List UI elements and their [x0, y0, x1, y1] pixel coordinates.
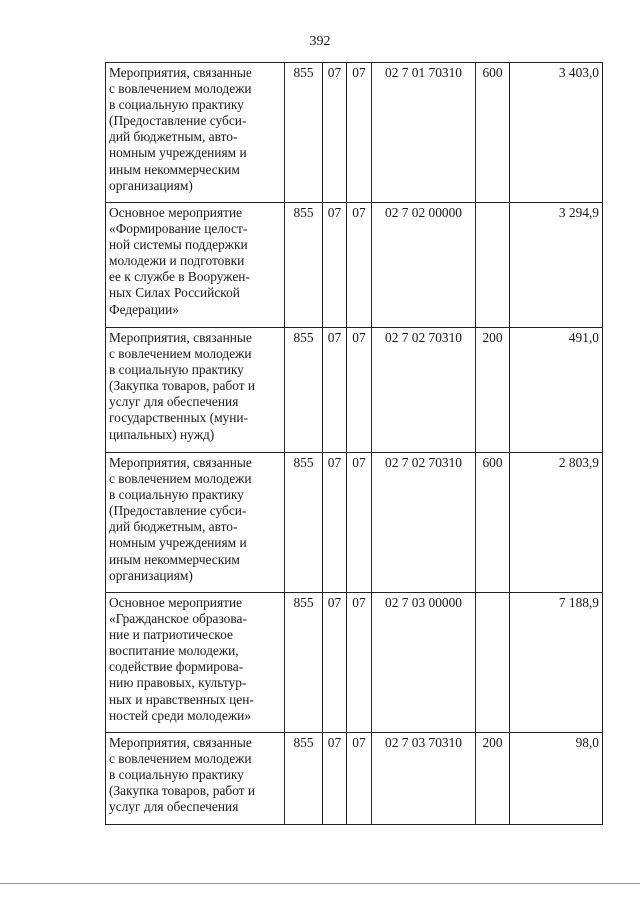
amount-cell: 3 403,0: [510, 63, 603, 203]
row-name-line: (Закупка товаров, работ и: [109, 783, 256, 799]
section-code-cell: 07: [323, 63, 347, 203]
row-name-line: (Предоставление субси-: [109, 113, 247, 129]
row-name-line: ние и патриотическое: [109, 627, 233, 643]
row-name-line: воспитание молодежи,: [109, 643, 239, 659]
bottom-rule: [0, 883, 640, 884]
ministry-code-cell: 855: [285, 203, 323, 328]
row-name-line: Мероприятия, связанные: [109, 455, 252, 470]
expense-type-cell: 200: [476, 733, 510, 825]
subsection-code-cell: 07: [347, 733, 372, 825]
row-name-cell: [106, 328, 285, 453]
row-name-line: Мероприятия, связанные: [109, 735, 252, 750]
row-name-cell: [106, 203, 285, 328]
table-row: [106, 733, 603, 825]
section-code-cell: 07: [323, 328, 347, 453]
row-name-line: (Закупка товаров, работ и: [109, 378, 256, 394]
amount-cell: 491,0: [510, 328, 603, 453]
row-name-line: ных и нравственных цен-: [109, 691, 254, 707]
budget-table-body: [106, 63, 603, 825]
row-name-line: государственных (муни-: [109, 410, 249, 426]
target-article-cell: 02 7 01 70310: [372, 63, 476, 203]
row-name-line: «Формирование целост-: [109, 221, 248, 237]
row-name-line: с вовлечением молодежи: [109, 471, 252, 487]
ministry-code-cell: 855: [285, 453, 323, 593]
target-article-cell: 02 7 02 70310: [372, 453, 476, 593]
subsection-code-cell: 07: [347, 328, 372, 453]
row-name-cell: [106, 593, 285, 733]
row-name-line: иным некоммерческим: [109, 551, 240, 567]
row-name-line: в социальную практику: [109, 362, 244, 378]
section-code-cell: 07: [323, 593, 347, 733]
table-row: [106, 453, 603, 593]
row-name-line: «Гражданское образова-: [109, 611, 247, 627]
row-name-line: иным некоммерческим: [109, 161, 240, 177]
target-article-cell: 02 7 02 00000: [372, 203, 476, 328]
row-name-line: ных Силах Российской: [109, 285, 240, 301]
ministry-code-cell: 855: [285, 63, 323, 203]
row-name-line: Федерации»: [109, 301, 179, 317]
table-row: [106, 593, 603, 733]
row-name-line: дий бюджетным, авто-: [109, 519, 238, 535]
target-article-cell: 02 7 03 00000: [372, 593, 476, 733]
row-name-line: дий бюджетным, авто-: [109, 129, 238, 145]
table-row: [106, 328, 603, 453]
page-number: 392: [309, 34, 331, 49]
row-name-cell: [106, 63, 285, 203]
expense-type-cell: 600: [476, 63, 510, 203]
row-name-line: организациям): [109, 177, 193, 193]
ministry-code-cell: 855: [285, 733, 323, 825]
section-code-cell: 07: [323, 453, 347, 593]
row-name-line: с вовлечением молодежи: [109, 751, 252, 767]
row-name-cell: [106, 733, 285, 825]
row-name-line: услуг для обеспечения: [109, 799, 239, 815]
amount-cell: 98,0: [510, 733, 603, 825]
budget-table: [105, 62, 603, 825]
ministry-code-cell: 855: [285, 328, 323, 453]
amount-cell: 7 188,9: [510, 593, 603, 733]
table-row: [106, 203, 603, 328]
row-name-line: нию правовых, культур-: [109, 675, 247, 691]
amount-cell: 3 294,9: [510, 203, 603, 328]
expense-type-cell: 200: [476, 328, 510, 453]
row-name-line: номным учреждениям и: [109, 535, 247, 551]
row-name-line: организациям): [109, 567, 193, 583]
row-name-line: номным учреждениям и: [109, 145, 247, 161]
ministry-code-cell: 855: [285, 593, 323, 733]
row-name-line: с вовлечением молодежи: [109, 81, 252, 97]
row-name-line: ной системы поддержки: [109, 237, 248, 253]
section-code-cell: 07: [323, 203, 347, 328]
row-name-line: в социальную практику: [109, 97, 244, 113]
row-name-line: ностей среди молодежи»: [109, 707, 252, 723]
row-name-line: Мероприятия, связанные: [109, 65, 252, 80]
expense-type-cell: 600: [476, 453, 510, 593]
row-name-line: ципальных) нужд): [109, 426, 215, 442]
section-code-cell: 07: [323, 733, 347, 825]
target-article-cell: 02 7 02 70310: [372, 328, 476, 453]
subsection-code-cell: 07: [347, 63, 372, 203]
target-article-cell: 02 7 03 70310: [372, 733, 476, 825]
row-name-cell: [106, 453, 285, 593]
row-name-line: услуг для обеспечения: [109, 394, 239, 410]
amount-cell: 2 803,9: [510, 453, 603, 593]
row-name-line: молодежи и подготовки: [109, 253, 245, 269]
subsection-code-cell: 07: [347, 593, 372, 733]
row-name-line: Основное мероприятие: [109, 595, 243, 610]
row-name-line: ее к службе в Вооружен-: [109, 269, 250, 285]
expense-type-cell: [476, 203, 510, 328]
subsection-code-cell: 07: [347, 453, 372, 593]
row-name-line: Основное мероприятие: [109, 205, 243, 220]
row-name-line: в социальную практику: [109, 767, 244, 783]
expense-type-cell: [476, 593, 510, 733]
row-name-line: Мероприятия, связанные: [109, 330, 252, 345]
subsection-code-cell: 07: [347, 203, 372, 328]
row-name-line: (Предоставление субси-: [109, 503, 247, 519]
row-name-line: содействие формирова-: [109, 659, 244, 675]
row-name-line: в социальную практику: [109, 487, 244, 503]
table-row: [106, 63, 603, 203]
row-name-line: с вовлечением молодежи: [109, 346, 252, 362]
